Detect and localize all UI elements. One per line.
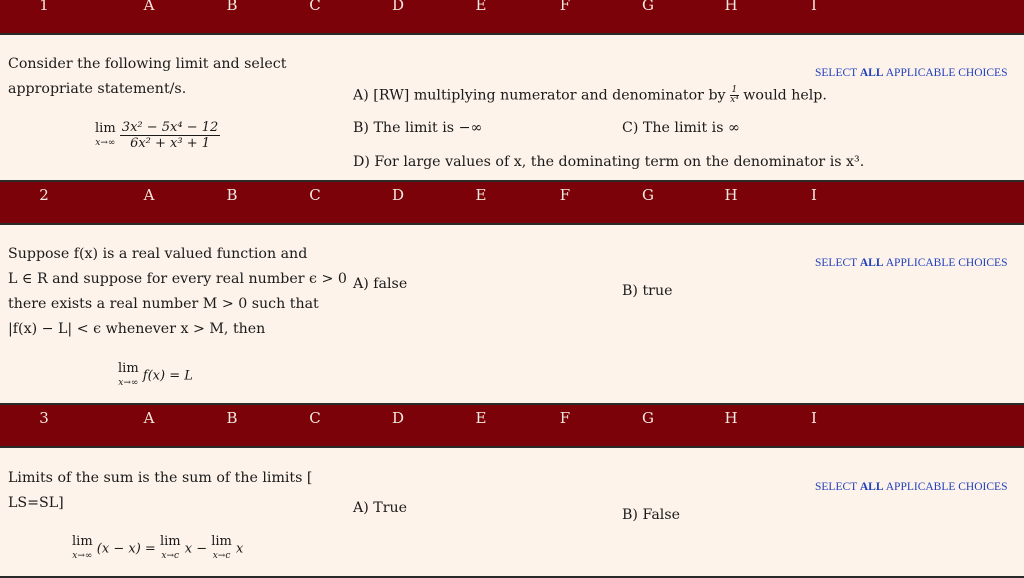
choice-a[interactable]: A) [RW] multiplying numerator and denominator by $\frac{1}{\text{x⁴}}$ would help. xyxy=(353,85,827,105)
choice-b[interactable]: B) The limit is −∞ xyxy=(353,120,483,136)
column-label-b: B xyxy=(226,409,238,427)
choice-b[interactable]: B) true xyxy=(622,283,673,299)
numerator: 3x² − 5x⁴ − 12 xyxy=(121,120,219,135)
question-3-text xyxy=(8,466,312,516)
column-label-g: G xyxy=(642,0,654,14)
limit-expression: x xyxy=(236,541,244,557)
question-2-text xyxy=(8,242,347,342)
divider xyxy=(0,33,1024,35)
question-2-formula xyxy=(118,362,193,390)
question-line: LS=SL] xyxy=(8,495,64,511)
limit-expression: f(x) = L xyxy=(142,368,193,384)
limit-expression: x − xyxy=(184,541,208,557)
column-label-f: F xyxy=(559,409,571,427)
question-number: 1 xyxy=(39,0,49,14)
divider xyxy=(0,446,1024,448)
limit-operator: lim x→c xyxy=(159,534,181,561)
limit-operator: lim x→∞ xyxy=(72,534,93,561)
column-label-c: C xyxy=(309,186,321,204)
choice-d[interactable]: D) For large values of x, the dominating term on the denominator is x³. xyxy=(353,154,865,170)
select-instruction: SELECT ALL APPLICABLE CHOICES xyxy=(815,67,1008,79)
select-instruction: SELECT ALL APPLICABLE CHOICES xyxy=(815,257,1008,269)
question-line: there exists a real number M > 0 such that xyxy=(8,296,319,312)
column-label-f: F xyxy=(559,186,571,204)
question-header-2 xyxy=(0,182,1024,223)
column-label-i: I xyxy=(811,409,817,427)
question-number: 3 xyxy=(39,409,49,427)
column-label-d: D xyxy=(391,409,405,427)
column-label-d: D xyxy=(391,186,405,204)
column-label-i: I xyxy=(811,0,817,14)
fraction xyxy=(120,120,220,151)
column-label-b: B xyxy=(226,0,238,14)
question-header-1 xyxy=(0,0,1024,33)
column-label-a: A xyxy=(143,186,155,204)
limit-operator: lim x→∞ xyxy=(95,120,116,148)
column-label-h: H xyxy=(724,0,738,14)
column-label-h: H xyxy=(724,186,738,204)
column-label-a: A xyxy=(143,0,155,14)
column-label-a: A xyxy=(143,409,155,427)
question-line: L ∈ R and suppose for every real number ϵ > 0 xyxy=(8,271,347,287)
question-1-text xyxy=(8,52,286,102)
column-label-b: B xyxy=(226,186,238,204)
column-label-c: C xyxy=(309,409,321,427)
limit-operator: lim x→c xyxy=(211,534,232,561)
question-line: |f(x) − L| < ϵ whenever x > M, then xyxy=(8,321,266,337)
column-label-d: D xyxy=(391,0,405,14)
select-instruction: SELECT ALL APPLICABLE CHOICES xyxy=(815,481,1008,493)
column-label-e: E xyxy=(475,186,487,204)
column-label-i: I xyxy=(811,186,817,204)
choice-b[interactable]: B) False xyxy=(622,507,681,523)
question-line: Consider the following limit and select xyxy=(8,56,287,72)
limit-expression: (x − x) = xyxy=(96,541,156,557)
fraction: $\frac{1}{\text{x⁴}}$ xyxy=(730,85,739,105)
column-label-g: G xyxy=(642,186,654,204)
choice-a[interactable]: A) false xyxy=(353,276,408,292)
question-line: Suppose f(x) is a real valued function and xyxy=(8,246,308,262)
question-header-3 xyxy=(0,405,1024,446)
question-1-formula xyxy=(95,120,220,151)
column-label-c: C xyxy=(309,0,321,14)
choice-c[interactable]: C) The limit is ∞ xyxy=(622,120,740,136)
question-number: 2 xyxy=(39,186,49,204)
denominator: 6x² + x³ + 1 xyxy=(130,136,211,151)
question-line: Limits of the sum is the sum of the limits [ xyxy=(8,470,313,486)
column-label-e: E xyxy=(475,409,487,427)
choice-a[interactable]: A) True xyxy=(353,500,408,516)
limit-operator: lim x→∞ xyxy=(118,361,139,388)
divider xyxy=(0,223,1024,225)
column-label-e: E xyxy=(475,0,487,14)
column-label-f: F xyxy=(559,0,571,14)
question-3-formula xyxy=(72,535,243,563)
column-label-g: G xyxy=(642,409,654,427)
question-line: appropriate statement/s. xyxy=(8,81,187,97)
column-label-h: H xyxy=(724,409,738,427)
